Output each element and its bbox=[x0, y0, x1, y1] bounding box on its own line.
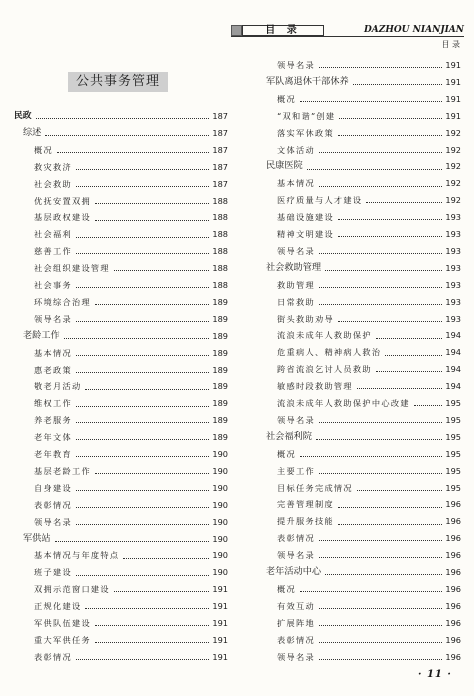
toc-entry-page: 191 bbox=[212, 601, 228, 612]
toc-entry-page: 189 bbox=[212, 398, 228, 409]
toc-entry-label: 班子建设 bbox=[34, 567, 72, 578]
toc-entry[interactable] bbox=[34, 209, 228, 226]
toc-entry[interactable] bbox=[277, 513, 461, 530]
toc-entry-label: 流浪未成年人救助保护中心改建 bbox=[277, 398, 410, 408]
toc-leader-dots bbox=[55, 541, 210, 542]
toc-entry[interactable] bbox=[277, 598, 461, 615]
toc-leader-dots bbox=[76, 490, 209, 491]
toc-leader-dots bbox=[319, 659, 442, 660]
toc-entry-label: 军供队伍建设 bbox=[34, 618, 91, 628]
toc-leader-dots bbox=[85, 608, 209, 609]
toc-entry-label: 文体活动 bbox=[277, 144, 315, 155]
toc-leader-dots bbox=[64, 338, 210, 339]
toc-entry-label: 概况 bbox=[277, 448, 296, 459]
toc-entry-page: 196 bbox=[445, 516, 461, 527]
toc-entry-page: 189 bbox=[212, 347, 228, 358]
toc-entry-label: 有效互动 bbox=[277, 600, 315, 611]
toc-entry-label: 优抚安置双拥 bbox=[34, 195, 91, 206]
toc-entry-page: 187 bbox=[212, 178, 228, 189]
toc-entry[interactable] bbox=[266, 74, 461, 91]
toc-entry-page: 192 bbox=[445, 178, 461, 189]
toc-entry[interactable] bbox=[34, 345, 228, 362]
toc-leader-dots bbox=[319, 625, 442, 626]
toc-leader-dots bbox=[76, 507, 209, 508]
toc-entry-label: 提升服务技能 bbox=[277, 516, 334, 527]
toc-entry[interactable] bbox=[34, 632, 228, 649]
toc-leader-dots bbox=[325, 270, 442, 271]
toc-leader-dots bbox=[85, 389, 209, 390]
toc-entry[interactable] bbox=[277, 615, 461, 632]
toc-entry-page: 196 bbox=[445, 634, 461, 645]
toc-leader-dots bbox=[319, 152, 442, 153]
toc-leader-dots bbox=[319, 287, 442, 288]
toc-entry-label: 领导名录 bbox=[277, 414, 315, 425]
toc-entry-label: 环境综合治理 bbox=[34, 296, 91, 307]
toc-entry[interactable] bbox=[23, 125, 228, 142]
toc-entry-label: 概况 bbox=[277, 583, 296, 594]
toc-entry[interactable] bbox=[34, 429, 228, 446]
toc-leader-dots bbox=[76, 169, 209, 170]
toc-entry-label: 社会福利院 bbox=[266, 430, 312, 442]
toc-entry[interactable] bbox=[34, 649, 228, 666]
toc-entry-label: 综述 bbox=[23, 126, 42, 138]
toc-entry-label: 救助管理 bbox=[277, 279, 315, 290]
toc-entry-page: 188 bbox=[212, 246, 228, 257]
toc-entry[interactable] bbox=[277, 243, 461, 260]
toc-entry-label: “双和谐”创建 bbox=[277, 110, 336, 121]
toc-entry-label: 概况 bbox=[34, 144, 53, 155]
toc-entry[interactable] bbox=[277, 57, 461, 74]
toc-leader-dots bbox=[338, 135, 442, 136]
toc-entry[interactable] bbox=[14, 108, 228, 125]
toc-entry-page: 190 bbox=[212, 550, 228, 561]
toc-entry-page: 189 bbox=[212, 415, 228, 426]
toc-entry-page: 191 bbox=[445, 60, 461, 70]
toc-leader-dots bbox=[376, 338, 442, 339]
toc-entry-label: 正规化建设 bbox=[34, 601, 82, 612]
toc-entry[interactable] bbox=[34, 514, 228, 531]
toc-leader-dots bbox=[76, 321, 209, 322]
toc-entry-label: 领导名录 bbox=[277, 60, 315, 70]
toc-leader-dots bbox=[123, 558, 209, 559]
toc-entry-page: 196 bbox=[445, 533, 461, 544]
toc-entry-page: 190 bbox=[212, 567, 228, 578]
toc-entry-label: 完善管理制度 bbox=[277, 499, 334, 510]
toc-leader-dots bbox=[114, 591, 209, 592]
header-section-label: 目 录 bbox=[242, 25, 324, 36]
toc-leader-dots bbox=[319, 608, 442, 609]
toc-entry-page: 195 bbox=[445, 414, 461, 425]
toc-entry[interactable] bbox=[23, 531, 228, 548]
toc-entry-label: 老年教育 bbox=[34, 449, 72, 459]
toc-entry[interactable] bbox=[277, 125, 461, 142]
toc-entry-label: 表彰情况 bbox=[34, 651, 72, 662]
toc-entry-label: 慈善工作 bbox=[34, 246, 72, 257]
toc-leader-dots bbox=[319, 67, 442, 68]
toc-entry-page: 193 bbox=[445, 279, 461, 290]
toc-leader-dots bbox=[338, 507, 442, 508]
toc-entry-page: 187 bbox=[212, 144, 228, 155]
toc-leader-dots bbox=[76, 287, 209, 288]
toc-entry-page: 187 bbox=[212, 127, 228, 138]
toc-entry-page: 192 bbox=[445, 195, 461, 206]
toc-entry-page: 196 bbox=[445, 617, 461, 628]
toc-leader-dots bbox=[76, 659, 209, 660]
toc-entry-page: 190 bbox=[212, 465, 228, 476]
toc-entry-label: 流浪未成年人救助保护 bbox=[277, 330, 372, 341]
toc-entry-page: 189 bbox=[212, 432, 228, 443]
toc-entry-page: 196 bbox=[445, 600, 461, 611]
toc-entry-page: 194 bbox=[445, 330, 461, 341]
toc-entry-label: 重大军供任务 bbox=[34, 634, 91, 645]
toc-entry[interactable] bbox=[34, 480, 228, 497]
toc-entry[interactable] bbox=[277, 632, 461, 649]
toc-entry-label: 基层老龄工作 bbox=[34, 465, 91, 476]
toc-entry[interactable] bbox=[266, 564, 461, 581]
toc-entry-label: 领导名录 bbox=[277, 245, 315, 256]
toc-entry[interactable] bbox=[277, 395, 461, 412]
toc-entry[interactable] bbox=[34, 378, 228, 395]
toc-entry[interactable] bbox=[34, 446, 228, 463]
toc-entry[interactable] bbox=[277, 412, 461, 429]
toc-entry[interactable] bbox=[23, 328, 228, 345]
toc-entry-page: 194 bbox=[445, 381, 461, 392]
toc-entry[interactable] bbox=[34, 226, 228, 243]
toc-entry-label: 惠老政策 bbox=[34, 364, 72, 375]
toc-entry[interactable] bbox=[277, 142, 461, 159]
toc-entry-label: 社会组织建设管理 bbox=[34, 263, 110, 274]
toc-entry-page: 190 bbox=[212, 516, 228, 527]
toc-leader-dots bbox=[300, 101, 442, 102]
section-title: 公共事务管理 bbox=[68, 72, 168, 92]
toc-entry-label: 社会事务 bbox=[34, 280, 72, 290]
toc-entry-page: 195 bbox=[445, 448, 461, 459]
toc-leader-dots bbox=[95, 203, 209, 204]
toc-entry-page: 196 bbox=[445, 651, 461, 662]
toc-entry-page: 196 bbox=[445, 499, 461, 510]
toc-entry[interactable] bbox=[277, 463, 461, 480]
toc-entry-page: 193 bbox=[445, 313, 461, 324]
toc-leader-dots bbox=[76, 186, 209, 187]
toc-entry[interactable] bbox=[34, 395, 228, 412]
toc-entry[interactable] bbox=[277, 361, 461, 378]
toc-entry-page: 188 bbox=[212, 263, 228, 274]
toc-entry[interactable] bbox=[34, 581, 228, 598]
toc-entry[interactable] bbox=[34, 311, 228, 328]
toc-leader-dots bbox=[57, 152, 209, 153]
toc-entry-page: 196 bbox=[445, 583, 461, 594]
toc-leader-dots bbox=[300, 591, 442, 592]
toc-entry-label: 维权工作 bbox=[34, 398, 72, 409]
toc-entry-page: 193 bbox=[445, 245, 461, 256]
toc-entry[interactable] bbox=[34, 260, 228, 277]
toc-entry-page: 190 bbox=[212, 449, 228, 459]
toc-entry[interactable] bbox=[34, 497, 228, 514]
toc-entry-page: 193 bbox=[445, 296, 461, 307]
toc-entry-label: 自身建设 bbox=[34, 482, 72, 493]
toc-entry-page: 188 bbox=[212, 229, 228, 240]
header-rule bbox=[231, 36, 464, 37]
toc-entry[interactable] bbox=[277, 294, 461, 311]
toc-leader-dots bbox=[76, 524, 209, 525]
toc-entry-label: 领导名录 bbox=[277, 550, 315, 561]
toc-entry-page: 191 bbox=[445, 76, 461, 87]
toc-entry[interactable] bbox=[277, 480, 461, 497]
toc-leader-dots bbox=[95, 220, 209, 221]
toc-leader-dots bbox=[319, 253, 442, 254]
toc-entry-label: 主要工作 bbox=[277, 465, 315, 476]
toc-leader-dots bbox=[76, 422, 209, 423]
toc-entry[interactable] bbox=[277, 175, 461, 192]
toc-entry-label: 表彰情况 bbox=[34, 499, 72, 510]
toc-entry[interactable] bbox=[34, 142, 228, 159]
toc-leader-dots bbox=[76, 575, 209, 576]
page-number: · 11 · bbox=[418, 669, 452, 680]
toc-entry-label: 基本情况 bbox=[34, 347, 72, 358]
toc-entry-page: 188 bbox=[212, 280, 228, 290]
toc-leader-dots bbox=[385, 355, 442, 356]
toc-entry[interactable] bbox=[277, 311, 461, 328]
toc-leader-dots bbox=[76, 439, 209, 440]
toc-leader-dots bbox=[95, 625, 209, 626]
toc-entry[interactable] bbox=[34, 159, 228, 176]
toc-leader-dots bbox=[339, 118, 442, 119]
toc-entry-page: 189 bbox=[212, 364, 228, 375]
toc-entry[interactable] bbox=[34, 547, 228, 564]
toc-entry-label: 危重病人、精神病人救治 bbox=[277, 347, 382, 358]
toc-leader-dots bbox=[353, 84, 443, 85]
toc-entry-label: 表彰情况 bbox=[277, 634, 315, 645]
toc-entry-page: 189 bbox=[212, 381, 228, 392]
toc-entry[interactable] bbox=[277, 581, 461, 598]
toc-entry-page: 196 bbox=[445, 550, 461, 561]
toc-leader-dots bbox=[76, 456, 209, 457]
toc-entry-page: 194 bbox=[445, 364, 461, 375]
toc-entry[interactable] bbox=[266, 429, 461, 446]
toc-entry-page: 190 bbox=[212, 499, 228, 510]
toc-entry[interactable] bbox=[277, 91, 461, 108]
toc-entry-label: 领导名录 bbox=[34, 516, 72, 527]
toc-entry[interactable] bbox=[34, 615, 228, 632]
toc-entry[interactable] bbox=[277, 496, 461, 513]
toc-entry-label: 敏感时段救助管理 bbox=[277, 381, 353, 392]
toc-entry-page: 191 bbox=[212, 584, 228, 595]
toc-leader-dots bbox=[76, 237, 209, 238]
toc-leader-dots bbox=[36, 118, 210, 119]
toc-entry-label: 基本情况 bbox=[277, 178, 315, 189]
toc-entry-label: 社会福利 bbox=[34, 229, 72, 240]
toc-entry-label: 老龄工作 bbox=[23, 329, 60, 341]
toc-entry-page: 191 bbox=[445, 93, 461, 104]
toc-leader-dots bbox=[76, 355, 209, 356]
toc-entry-label: 街头救助劝导 bbox=[277, 313, 334, 324]
toc-entry[interactable] bbox=[34, 294, 228, 311]
toc-entry[interactable] bbox=[277, 547, 461, 564]
toc-entry-label: 双拥示范窗口建设 bbox=[34, 584, 110, 595]
toc-leader-dots bbox=[357, 388, 442, 389]
toc-entry-page: 188 bbox=[212, 195, 228, 206]
toc-entry-page: 189 bbox=[212, 296, 228, 307]
toc-entry-page: 189 bbox=[212, 313, 228, 324]
toc-leader-dots bbox=[316, 439, 442, 440]
toc-leader-dots bbox=[319, 186, 442, 187]
toc-entry-page: 194 bbox=[445, 347, 461, 358]
toc-entry-page: 191 bbox=[212, 651, 228, 662]
header-marker bbox=[231, 25, 242, 36]
toc-leader-dots bbox=[76, 253, 209, 254]
toc-entry[interactable] bbox=[277, 209, 461, 226]
toc-entry-page: 196 bbox=[445, 567, 461, 577]
toc-entry-page: 193 bbox=[445, 262, 461, 273]
toc-leader-dots bbox=[414, 405, 443, 406]
toc-leader-dots bbox=[114, 270, 209, 271]
toc-entry-page: 192 bbox=[445, 144, 461, 155]
toc-leader-dots bbox=[338, 524, 442, 525]
toc-entry[interactable] bbox=[34, 277, 228, 294]
toc-entry-label: 民康医院 bbox=[266, 160, 303, 172]
toc-entry[interactable] bbox=[266, 158, 461, 175]
toc-entry-page: 195 bbox=[445, 431, 461, 442]
toc-leader-dots bbox=[76, 372, 209, 373]
header-corner-label: 目 录 bbox=[441, 40, 460, 49]
toc-entry-page: 190 bbox=[212, 482, 228, 493]
toc-entry[interactable] bbox=[277, 378, 461, 395]
toc-leader-dots bbox=[319, 422, 442, 423]
toc-entry[interactable] bbox=[277, 226, 461, 243]
toc-entry-label: 日常救助 bbox=[277, 296, 315, 307]
toc-leader-dots bbox=[45, 135, 209, 136]
toc-leader-dots bbox=[376, 371, 442, 372]
toc-entry-page: 187 bbox=[212, 111, 228, 121]
toc-entry-page: 187 bbox=[212, 161, 228, 172]
toc-entry[interactable] bbox=[34, 176, 228, 193]
toc-leader-dots bbox=[319, 473, 442, 474]
toc-entry-label: 社会救助管理 bbox=[266, 261, 322, 273]
toc-leader-dots bbox=[319, 540, 442, 541]
toc-leader-dots bbox=[319, 642, 442, 643]
toc-entry-label: 表彰情况 bbox=[277, 533, 315, 544]
toc-entry-page: 193 bbox=[445, 212, 461, 223]
toc-entry-label: 军队离退休干部休养 bbox=[266, 75, 349, 87]
toc-entry-label: 军供站 bbox=[23, 532, 51, 544]
toc-leader-dots bbox=[338, 219, 442, 220]
toc-entry-label: 领导名录 bbox=[277, 651, 315, 662]
toc-entry-page: 193 bbox=[445, 229, 461, 239]
toc-entry-label: 目标任务完成情况 bbox=[277, 482, 353, 493]
toc-entry-page: 195 bbox=[445, 465, 461, 476]
header-english-title: DAZHOU NIANJIAN bbox=[363, 25, 464, 35]
toc-entry-page: 191 bbox=[445, 110, 461, 121]
toc-entry-page: 192 bbox=[445, 127, 461, 138]
toc-entry-label: 养老服务 bbox=[34, 415, 72, 426]
toc-entry-label: 概况 bbox=[277, 93, 296, 104]
toc-leader-dots bbox=[307, 169, 443, 170]
toc-entry-page: 192 bbox=[445, 161, 461, 172]
toc-leader-dots bbox=[95, 642, 209, 643]
toc-entry[interactable] bbox=[34, 362, 228, 379]
toc-entry[interactable] bbox=[34, 193, 228, 210]
toc-entry-label: 社会救助 bbox=[34, 178, 72, 189]
toc-entry[interactable] bbox=[277, 649, 461, 666]
toc-entry-label: 老年活动中心 bbox=[266, 566, 322, 577]
toc-entry-label: 精神文明建设 bbox=[277, 229, 334, 239]
toc-entry[interactable] bbox=[277, 344, 461, 361]
toc-leader-dots bbox=[319, 557, 442, 558]
toc-leader-dots bbox=[338, 321, 442, 322]
toc-entry[interactable] bbox=[34, 564, 228, 581]
toc-entry-page: 190 bbox=[212, 533, 228, 544]
toc-leader-dots bbox=[95, 304, 209, 305]
toc-entry-label: 民政 bbox=[14, 111, 32, 121]
toc-entry[interactable] bbox=[277, 108, 461, 125]
toc-leader-dots bbox=[325, 574, 442, 575]
toc-entry-label: 基层政权建设 bbox=[34, 212, 91, 223]
toc-entry-label: 落实军休政策 bbox=[277, 127, 334, 138]
toc-leader-dots bbox=[95, 473, 209, 474]
toc-entry[interactable] bbox=[34, 243, 228, 260]
toc-leader-dots bbox=[300, 456, 442, 457]
toc-leader-dots bbox=[357, 490, 442, 491]
toc-entry-label: 基础设施建设 bbox=[277, 212, 334, 223]
toc-entry[interactable] bbox=[34, 412, 228, 429]
toc-entry-page: 189 bbox=[212, 330, 228, 341]
toc-entry[interactable] bbox=[277, 327, 461, 344]
toc-leader-dots bbox=[76, 406, 209, 407]
toc-entry-label: 敬老月活动 bbox=[34, 381, 82, 392]
toc-entry[interactable] bbox=[277, 192, 461, 209]
toc-entry[interactable] bbox=[277, 446, 461, 463]
toc-entry[interactable] bbox=[34, 463, 228, 480]
toc-entry-page: 195 bbox=[445, 482, 461, 493]
toc-entry[interactable] bbox=[34, 598, 228, 615]
toc-entry-label: 基本情况与年度特点 bbox=[34, 550, 120, 561]
toc-entry[interactable] bbox=[277, 530, 461, 547]
toc-entry-label: 跨省流浪乞讨人员救助 bbox=[277, 364, 372, 375]
toc-entry-label: 救灾救济 bbox=[34, 161, 72, 172]
toc-entry-page: 191 bbox=[212, 618, 228, 628]
toc-leader-dots bbox=[338, 236, 442, 237]
toc-leader-dots bbox=[319, 304, 442, 305]
toc-entry-page: 188 bbox=[212, 212, 228, 223]
toc-entry-label: 老年文体 bbox=[34, 432, 72, 443]
toc-leader-dots bbox=[366, 202, 442, 203]
toc-entry-page: 195 bbox=[445, 398, 461, 408]
toc-entry[interactable] bbox=[277, 277, 461, 294]
toc-entry-label: 领导名录 bbox=[34, 313, 72, 324]
toc-entry[interactable] bbox=[266, 260, 461, 277]
toc-entry-label: 医疗质量与人才建设 bbox=[277, 195, 363, 206]
toc-entry-page: 191 bbox=[212, 634, 228, 645]
toc-entry-label: 扩展阵地 bbox=[277, 617, 315, 628]
